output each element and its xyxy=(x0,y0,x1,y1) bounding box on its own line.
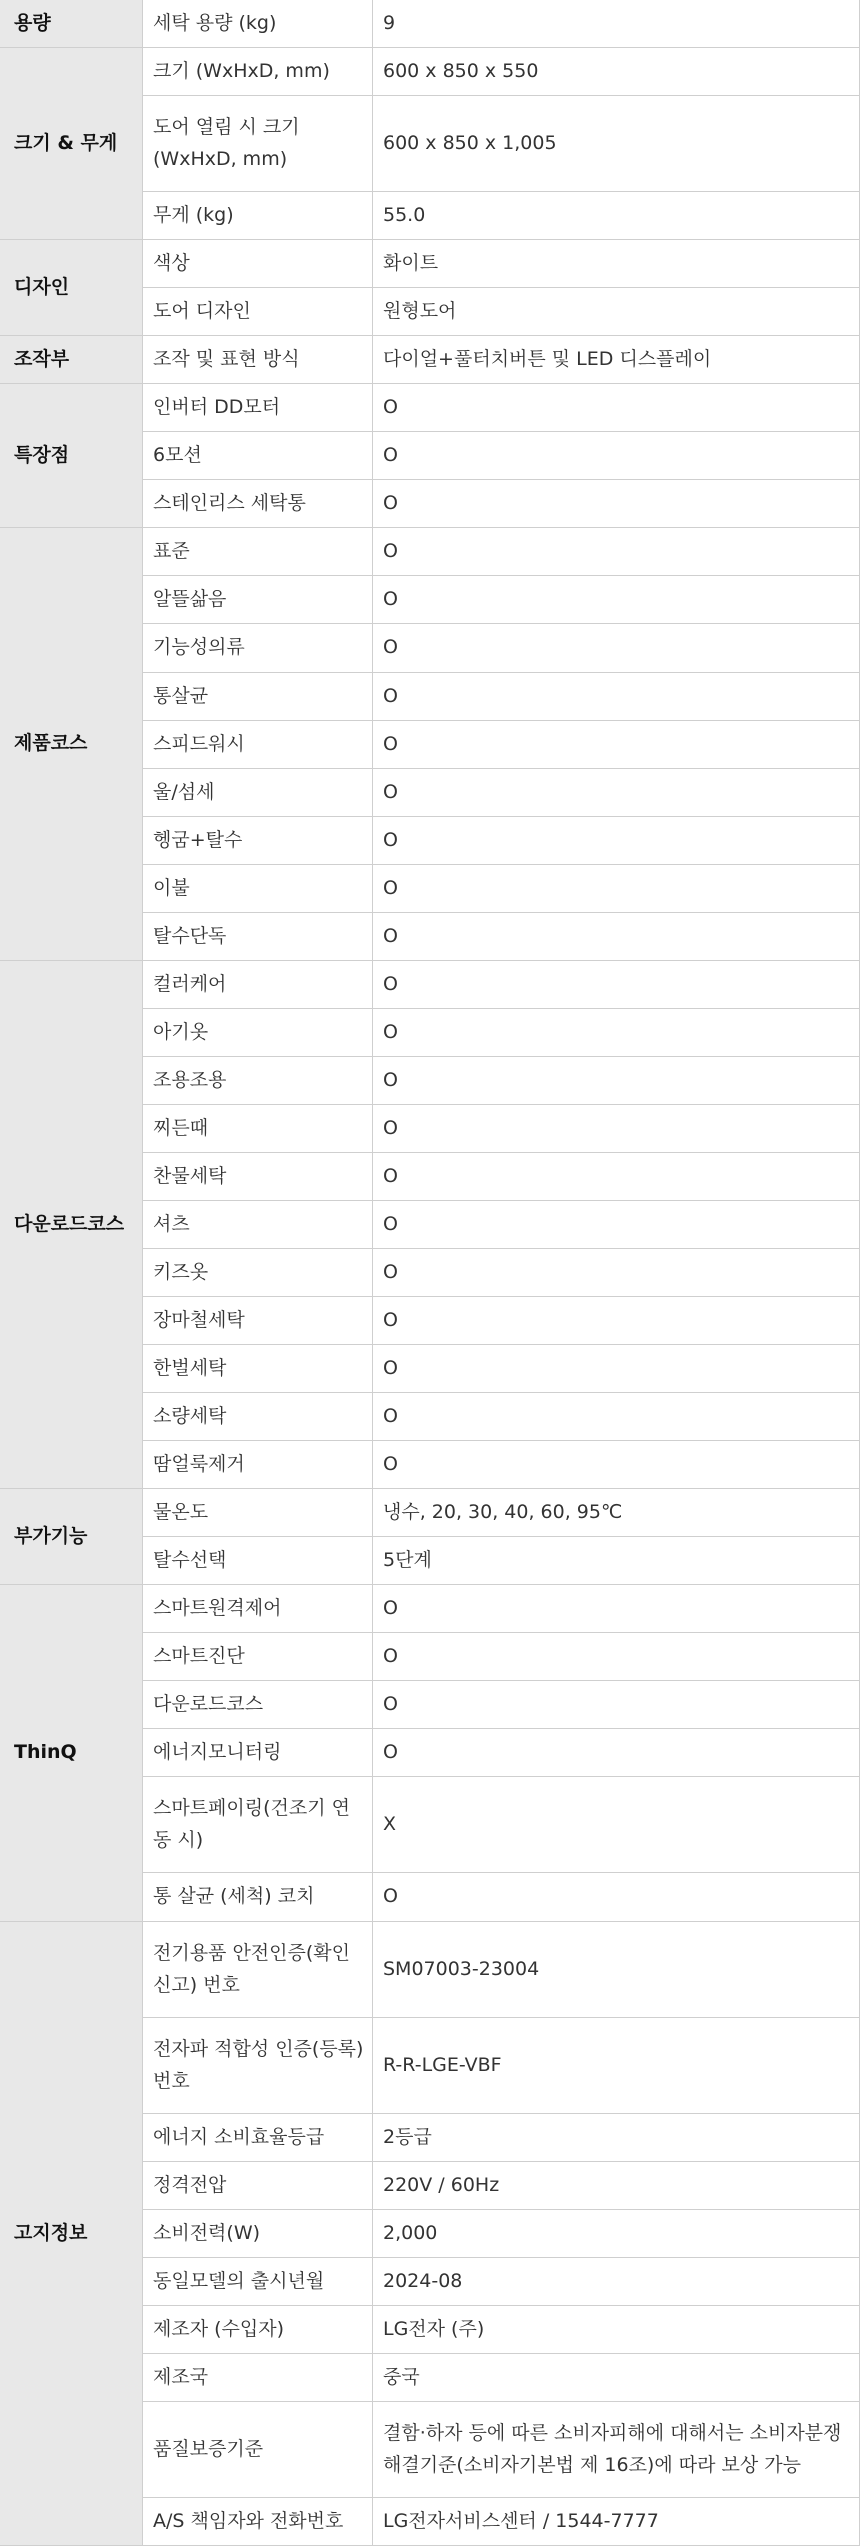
spec-label xyxy=(143,1249,373,1297)
spec-label xyxy=(143,1729,373,1777)
spec-value xyxy=(373,576,860,624)
spec-label xyxy=(143,865,373,913)
spec-value xyxy=(373,1585,860,1633)
spec-label-text: 전기용품 안전인증(확인신고) 번호 xyxy=(153,1942,350,1996)
spec-label-text: 찬물세탁 xyxy=(153,1164,227,1187)
spec-label-text: 찌든때 xyxy=(153,1116,209,1139)
spec-label xyxy=(143,1537,373,1585)
spec-value-text: O xyxy=(383,1356,398,1379)
spec-label-text: 탈수단독 xyxy=(153,924,227,947)
spec-label xyxy=(143,1297,373,1345)
category-cell xyxy=(0,1489,143,1585)
spec-value-text: 2024-08 xyxy=(383,2269,463,2292)
category-cell xyxy=(0,48,143,240)
spec-label-text: 세탁 용량 (kg) xyxy=(153,11,277,34)
spec-label-text: 크기 (WxHxD, mm) xyxy=(153,59,330,82)
spec-label-text: 도어 디자인 xyxy=(153,299,251,322)
spec-label-text: 헹굼+탈수 xyxy=(153,828,243,851)
spec-value-text: O xyxy=(383,972,398,995)
spec-value-text: O xyxy=(383,395,398,418)
spec-label xyxy=(143,673,373,721)
spec-label-text: 통 살균 (세척) 코치 xyxy=(153,1885,315,1908)
spec-label xyxy=(143,0,373,48)
spec-label-text: 알뜰삶음 xyxy=(153,587,227,610)
spec-value-text: 다이얼+풀터치버튼 및 LED 디스플레이 xyxy=(383,347,712,370)
spec-label-text: 스마트진단 xyxy=(153,1644,245,1667)
spec-label xyxy=(143,2210,373,2258)
spec-value-text: O xyxy=(383,539,398,562)
spec-label-text: 정격전압 xyxy=(153,2173,227,2196)
spec-value xyxy=(373,1297,860,1345)
spec-label-text: 품질보증기준 xyxy=(153,2437,264,2460)
spec-label xyxy=(143,384,373,432)
spec-value xyxy=(373,624,860,673)
category-cell-text: 제품코스 xyxy=(14,732,88,755)
spec-value-text: O xyxy=(383,780,398,803)
spec-value xyxy=(373,1201,860,1249)
spec-label-text: 인버터 DD모터 xyxy=(153,395,281,418)
spec-label xyxy=(143,1922,373,2018)
spec-label-text: 한벌세탁 xyxy=(153,1356,227,1379)
spec-value-text: O xyxy=(383,732,398,755)
spec-value-text: O xyxy=(383,1308,398,1331)
spec-label xyxy=(143,721,373,769)
spec-value-text: O xyxy=(383,1404,398,1427)
spec-value xyxy=(373,288,860,336)
spec-value xyxy=(373,1537,860,1585)
spec-label-text: A/S 책임자와 전화번호 xyxy=(153,2509,344,2532)
spec-label-text: 아기옷 xyxy=(153,1020,209,1043)
spec-value xyxy=(373,1105,860,1153)
spec-value-text: O xyxy=(383,684,398,707)
spec-value-text: 55.0 xyxy=(383,203,426,226)
spec-label xyxy=(143,2354,373,2402)
spec-value-text: O xyxy=(383,876,398,899)
spec-value-text: SM07003-23004 xyxy=(383,1957,540,1980)
spec-value-text: 9 xyxy=(383,11,396,34)
spec-label xyxy=(143,2162,373,2210)
spec-value xyxy=(373,2018,860,2114)
spec-label xyxy=(143,1105,373,1153)
spec-label-text: 스마트원격제어 xyxy=(153,1596,282,1619)
spec-value xyxy=(373,1393,860,1441)
spec-value-text: R-R-LGE-VBF xyxy=(383,2053,502,2076)
spec-value-text: O xyxy=(383,1692,398,1715)
spec-value xyxy=(373,1153,860,1201)
spec-label xyxy=(143,96,373,192)
spec-value-text: O xyxy=(383,1452,398,1475)
category-cell-text: 특장점 xyxy=(14,443,70,466)
spec-label xyxy=(143,2402,373,2498)
spec-label-text: 조작 및 표현 방식 xyxy=(153,347,300,370)
spec-value-text: LG전자 (주) xyxy=(383,2317,485,2340)
spec-label xyxy=(143,1345,373,1393)
spec-value-text: O xyxy=(383,1164,398,1187)
spec-label xyxy=(143,576,373,624)
spec-label xyxy=(143,913,373,961)
category-cell-text: 용량 xyxy=(14,11,51,34)
spec-label-text: 소비전력(W) xyxy=(153,2221,261,2244)
spec-label xyxy=(143,432,373,480)
spec-value-text: 중국 xyxy=(383,2365,420,2388)
spec-value xyxy=(373,673,860,721)
category-cell-text: 조작부 xyxy=(14,347,70,370)
spec-value-text: O xyxy=(383,1596,398,1619)
spec-value xyxy=(373,1777,860,1873)
spec-label xyxy=(143,2018,373,2114)
spec-value-text: O xyxy=(383,1644,398,1667)
spec-value-text: 냉수, 20, 30, 40, 60, 95℃ xyxy=(383,1500,623,1523)
spec-value xyxy=(373,528,860,576)
spec-value-text: O xyxy=(383,636,398,659)
spec-label xyxy=(143,1633,373,1681)
spec-label-text: 땀얼룩제거 xyxy=(153,1452,245,1475)
spec-label xyxy=(143,2114,373,2162)
spec-value xyxy=(373,721,860,769)
spec-value xyxy=(373,1441,860,1489)
spec-value-text: O xyxy=(383,828,398,851)
spec-label-text: 키즈옷 xyxy=(153,1260,209,1283)
spec-value xyxy=(373,1681,860,1729)
spec-value-text: 600 x 850 x 550 xyxy=(383,59,539,82)
spec-value-text: 220V / 60Hz xyxy=(383,2173,500,2196)
spec-label-text: 다운로드코스 xyxy=(153,1692,264,1715)
spec-value xyxy=(373,1345,860,1393)
spec-label xyxy=(143,2258,373,2306)
spec-value-text: 화이트 xyxy=(383,251,439,274)
category-cell xyxy=(0,240,143,336)
spec-value-text: 600 x 850 x 1,005 xyxy=(383,131,557,154)
spec-value xyxy=(373,1922,860,2018)
spec-label xyxy=(143,1681,373,1729)
spec-value-text: 결함·하자 등에 따른 소비자피해에 대해서는 소비자분쟁해결기준(소비자기본법 제 16조)에 따라 보상 가능 xyxy=(383,2422,842,2476)
spec-label xyxy=(143,192,373,240)
spec-label-text: 스마트페이링(건조기 연동 시) xyxy=(153,1797,350,1851)
spec-label-text: 기능성의류 xyxy=(153,636,245,659)
spec-value-text: LG전자서비스센터 / 1544-7777 xyxy=(383,2509,659,2532)
spec-label-text: 이불 xyxy=(153,876,190,899)
spec-label-text: 표준 xyxy=(153,539,190,562)
spec-value xyxy=(373,2354,860,2402)
spec-value-text: O xyxy=(383,1212,398,1235)
spec-label xyxy=(143,624,373,673)
category-cell xyxy=(0,961,143,1489)
spec-label-text: 조용조용 xyxy=(153,1068,227,1091)
spec-label-text: 통살균 xyxy=(153,684,209,707)
category-cell-text: 고지정보 xyxy=(14,2221,88,2244)
spec-label xyxy=(143,240,373,288)
spec-label xyxy=(143,48,373,96)
spec-value-text: X xyxy=(383,1812,397,1835)
spec-label xyxy=(143,480,373,528)
category-cell-text: ThinQ xyxy=(14,1741,77,1764)
spec-value-text: O xyxy=(383,587,398,610)
category-cell-text: 디자인 xyxy=(14,275,70,298)
spec-value-text: 5단계 xyxy=(383,1548,432,1571)
spec-value-text: O xyxy=(383,443,398,466)
spec-value xyxy=(373,2114,860,2162)
spec-value xyxy=(373,192,860,240)
category-cell xyxy=(0,0,143,48)
spec-value xyxy=(373,2402,860,2498)
spec-label xyxy=(143,1777,373,1873)
spec-value xyxy=(373,432,860,480)
spec-label-text: 장마철세탁 xyxy=(153,1308,245,1331)
spec-value xyxy=(373,769,860,817)
spec-value xyxy=(373,2210,860,2258)
spec-value xyxy=(373,0,860,48)
spec-label-text: 에너지 소비효율등급 xyxy=(153,2125,325,2148)
spec-value xyxy=(373,336,860,384)
category-cell xyxy=(0,384,143,528)
spec-value xyxy=(373,48,860,96)
spec-value xyxy=(373,1873,860,1922)
spec-label xyxy=(143,528,373,576)
spec-value-text: O xyxy=(383,1260,398,1283)
spec-value-text: O xyxy=(383,491,398,514)
spec-label-text: 제조국 xyxy=(153,2365,209,2388)
spec-value-text: O xyxy=(383,1740,398,1763)
spec-label-text: 6모션 xyxy=(153,443,202,466)
spec-label-text: 스테인리스 세탁통 xyxy=(153,491,306,514)
category-cell xyxy=(0,336,143,384)
spec-value xyxy=(373,240,860,288)
spec-label xyxy=(143,1153,373,1201)
spec-label xyxy=(143,817,373,865)
spec-label-text: 물온도 xyxy=(153,1500,209,1523)
category-cell xyxy=(0,1585,143,1922)
spec-label xyxy=(143,1489,373,1537)
spec-label-text: 에너지모니터링 xyxy=(153,1740,282,1763)
spec-label xyxy=(143,1873,373,1922)
spec-value xyxy=(373,1489,860,1537)
spec-label xyxy=(143,1009,373,1057)
spec-label-text: 무게 (kg) xyxy=(153,203,234,226)
spec-value xyxy=(373,1057,860,1105)
spec-value xyxy=(373,817,860,865)
spec-value-text: 2등급 xyxy=(383,2125,432,2148)
spec-value-text: O xyxy=(383,1068,398,1091)
spec-label xyxy=(143,1393,373,1441)
spec-value-text: O xyxy=(383,1020,398,1043)
spec-value xyxy=(373,2306,860,2354)
spec-label xyxy=(143,288,373,336)
spec-value xyxy=(373,1249,860,1297)
spec-value xyxy=(373,865,860,913)
spec-label xyxy=(143,961,373,1009)
spec-value xyxy=(373,913,860,961)
spec-value-text: 원형도어 xyxy=(383,299,457,322)
spec-label xyxy=(143,336,373,384)
category-cell-text: 크기 & 무게 xyxy=(14,131,118,154)
spec-value xyxy=(373,961,860,1009)
spec-label xyxy=(143,1201,373,1249)
spec-value-text: O xyxy=(383,1116,398,1139)
spec-label-text: 스피드워시 xyxy=(153,732,245,755)
spec-value xyxy=(373,2498,860,2546)
spec-label-text: 동일모델의 출시년월 xyxy=(153,2269,325,2292)
category-cell xyxy=(0,528,143,961)
spec-label-text: 셔츠 xyxy=(153,1212,190,1235)
spec-label xyxy=(143,2498,373,2546)
spec-label xyxy=(143,1441,373,1489)
spec-value xyxy=(373,384,860,432)
spec-value-text: O xyxy=(383,1885,398,1908)
spec-label-text: 울/섬세 xyxy=(153,780,215,803)
spec-label xyxy=(143,1057,373,1105)
spec-label-text: 탈수선택 xyxy=(153,1548,227,1571)
spec-value xyxy=(373,1729,860,1777)
spec-label-text: 도어 열림 시 크기 (WxHxD, mm) xyxy=(153,116,300,170)
spec-label xyxy=(143,1585,373,1633)
spec-label-text: 제조자 (수입자) xyxy=(153,2317,284,2340)
spec-value-text: O xyxy=(383,924,398,947)
category-cell xyxy=(0,1922,143,2546)
spec-value xyxy=(373,2258,860,2306)
spec-value xyxy=(373,1633,860,1681)
spec-label xyxy=(143,2306,373,2354)
spec-label-text: 컬러케어 xyxy=(153,972,227,995)
spec-label xyxy=(143,769,373,817)
spec-label-text: 소량세탁 xyxy=(153,1404,227,1427)
spec-value xyxy=(373,1009,860,1057)
category-cell-text: 부가기능 xyxy=(14,1524,88,1547)
spec-value xyxy=(373,96,860,192)
category-cell-text: 다운로드코스 xyxy=(14,1212,125,1235)
spec-label-text: 색상 xyxy=(153,251,190,274)
spec-label-text: 전자파 적합성 인증(등록)번호 xyxy=(153,2038,364,2092)
spec-value xyxy=(373,2162,860,2210)
spec-value-text: 2,000 xyxy=(383,2221,438,2244)
spec-value xyxy=(373,480,860,528)
